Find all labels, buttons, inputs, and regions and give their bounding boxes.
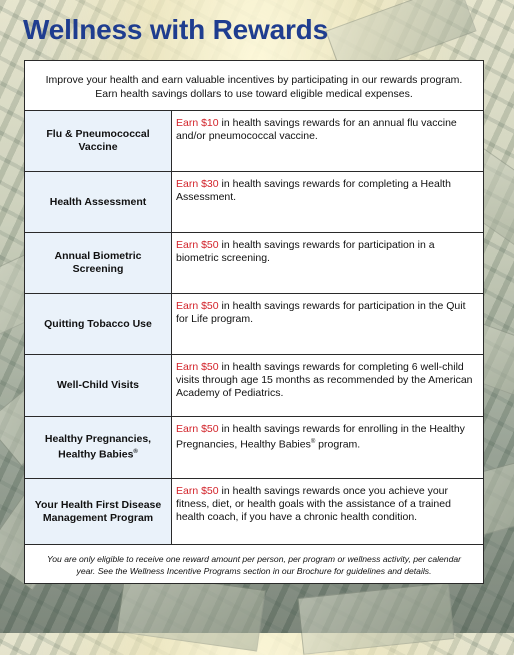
reward-description: [172, 355, 483, 416]
registered-mark: ®: [133, 449, 138, 456]
reward-label: Healthy Pregnancies, Healthy Babies: [44, 433, 152, 461]
reward-detail: in health savings rewards once you achieve your fitness, diet, or health goals with the assistance of a trained health coach, if you have a chronic health condition.: [176, 485, 451, 523]
registered-mark: ®: [310, 439, 316, 445]
reward-row-health-assessment: [25, 172, 483, 233]
reward-detail: in health savings rewards for participation in a biometric screening.: [176, 239, 435, 264]
reward-amount: Earn $30: [176, 178, 219, 190]
intro-line-2: Earn health savings dollars to use toward eligible medical expenses.: [95, 88, 413, 100]
reward-label: Quitting Tobacco Use: [25, 294, 172, 354]
reward-row-flu-vaccine: [25, 111, 483, 172]
reward-amount: Earn $50: [176, 239, 219, 251]
reward-row-biometric-screening: [25, 233, 483, 294]
reward-row-well-child-visits: [25, 355, 483, 417]
reward-label: Health Assessment: [25, 172, 172, 232]
reward-detail: in health savings rewards for participation in the Quit for Life program.: [176, 300, 466, 325]
reward-label: Well-Child Visits: [25, 355, 172, 416]
reward-description: [172, 172, 483, 232]
reward-detail-tail: program.: [315, 438, 361, 451]
reward-description: [172, 233, 483, 293]
reward-description: [172, 417, 483, 478]
rewards-table: [24, 60, 484, 584]
reward-label: Annual Biometric Screening: [25, 233, 172, 293]
reward-label: Flu & Pneumococcal Vaccine: [25, 111, 172, 171]
reward-description: [172, 111, 483, 171]
reward-amount: Earn $50: [176, 423, 219, 435]
reward-row-disease-management: [25, 479, 483, 545]
reward-amount: Earn $50: [176, 300, 219, 312]
reward-label: Your Health First Disease Management Program: [25, 479, 172, 544]
reward-detail: in health savings rewards for completing a Health Assessment.: [176, 178, 451, 203]
reward-row-healthy-pregnancies: [25, 417, 483, 479]
reward-detail: in health savings rewards for enrolling in the Healthy Pregnancies, Healthy Babies: [176, 423, 465, 451]
reward-description: [172, 294, 483, 354]
eligibility-footnote: You are only eligible to receive one reward amount per person, per program or wellness activity, per calendar year. See the Wellness Incentive Programs section in our Brochure for guidelines and details.: [47, 554, 461, 576]
reward-row-quitting-tobacco: [25, 294, 483, 355]
reward-amount: Earn $10: [176, 117, 219, 129]
reward-label-container: [25, 417, 172, 478]
reward-amount: Earn $50: [176, 361, 219, 373]
page-title: Wellness with Rewards: [23, 14, 328, 45]
reward-amount: Earn $50: [176, 485, 219, 497]
intro-text: [25, 61, 483, 111]
reward-description: [172, 479, 483, 544]
reward-detail: in health savings rewards for an annual flu vaccine and/or pneumococcal vaccine.: [176, 117, 457, 142]
reward-detail: in health savings rewards for completing 6 well-child visits through age 15 months as recommended by the American Academy of Pediatrics.: [176, 361, 473, 399]
intro-line-1: Improve your health and earn valuable incentives by participating in our rewards program.: [45, 74, 463, 86]
